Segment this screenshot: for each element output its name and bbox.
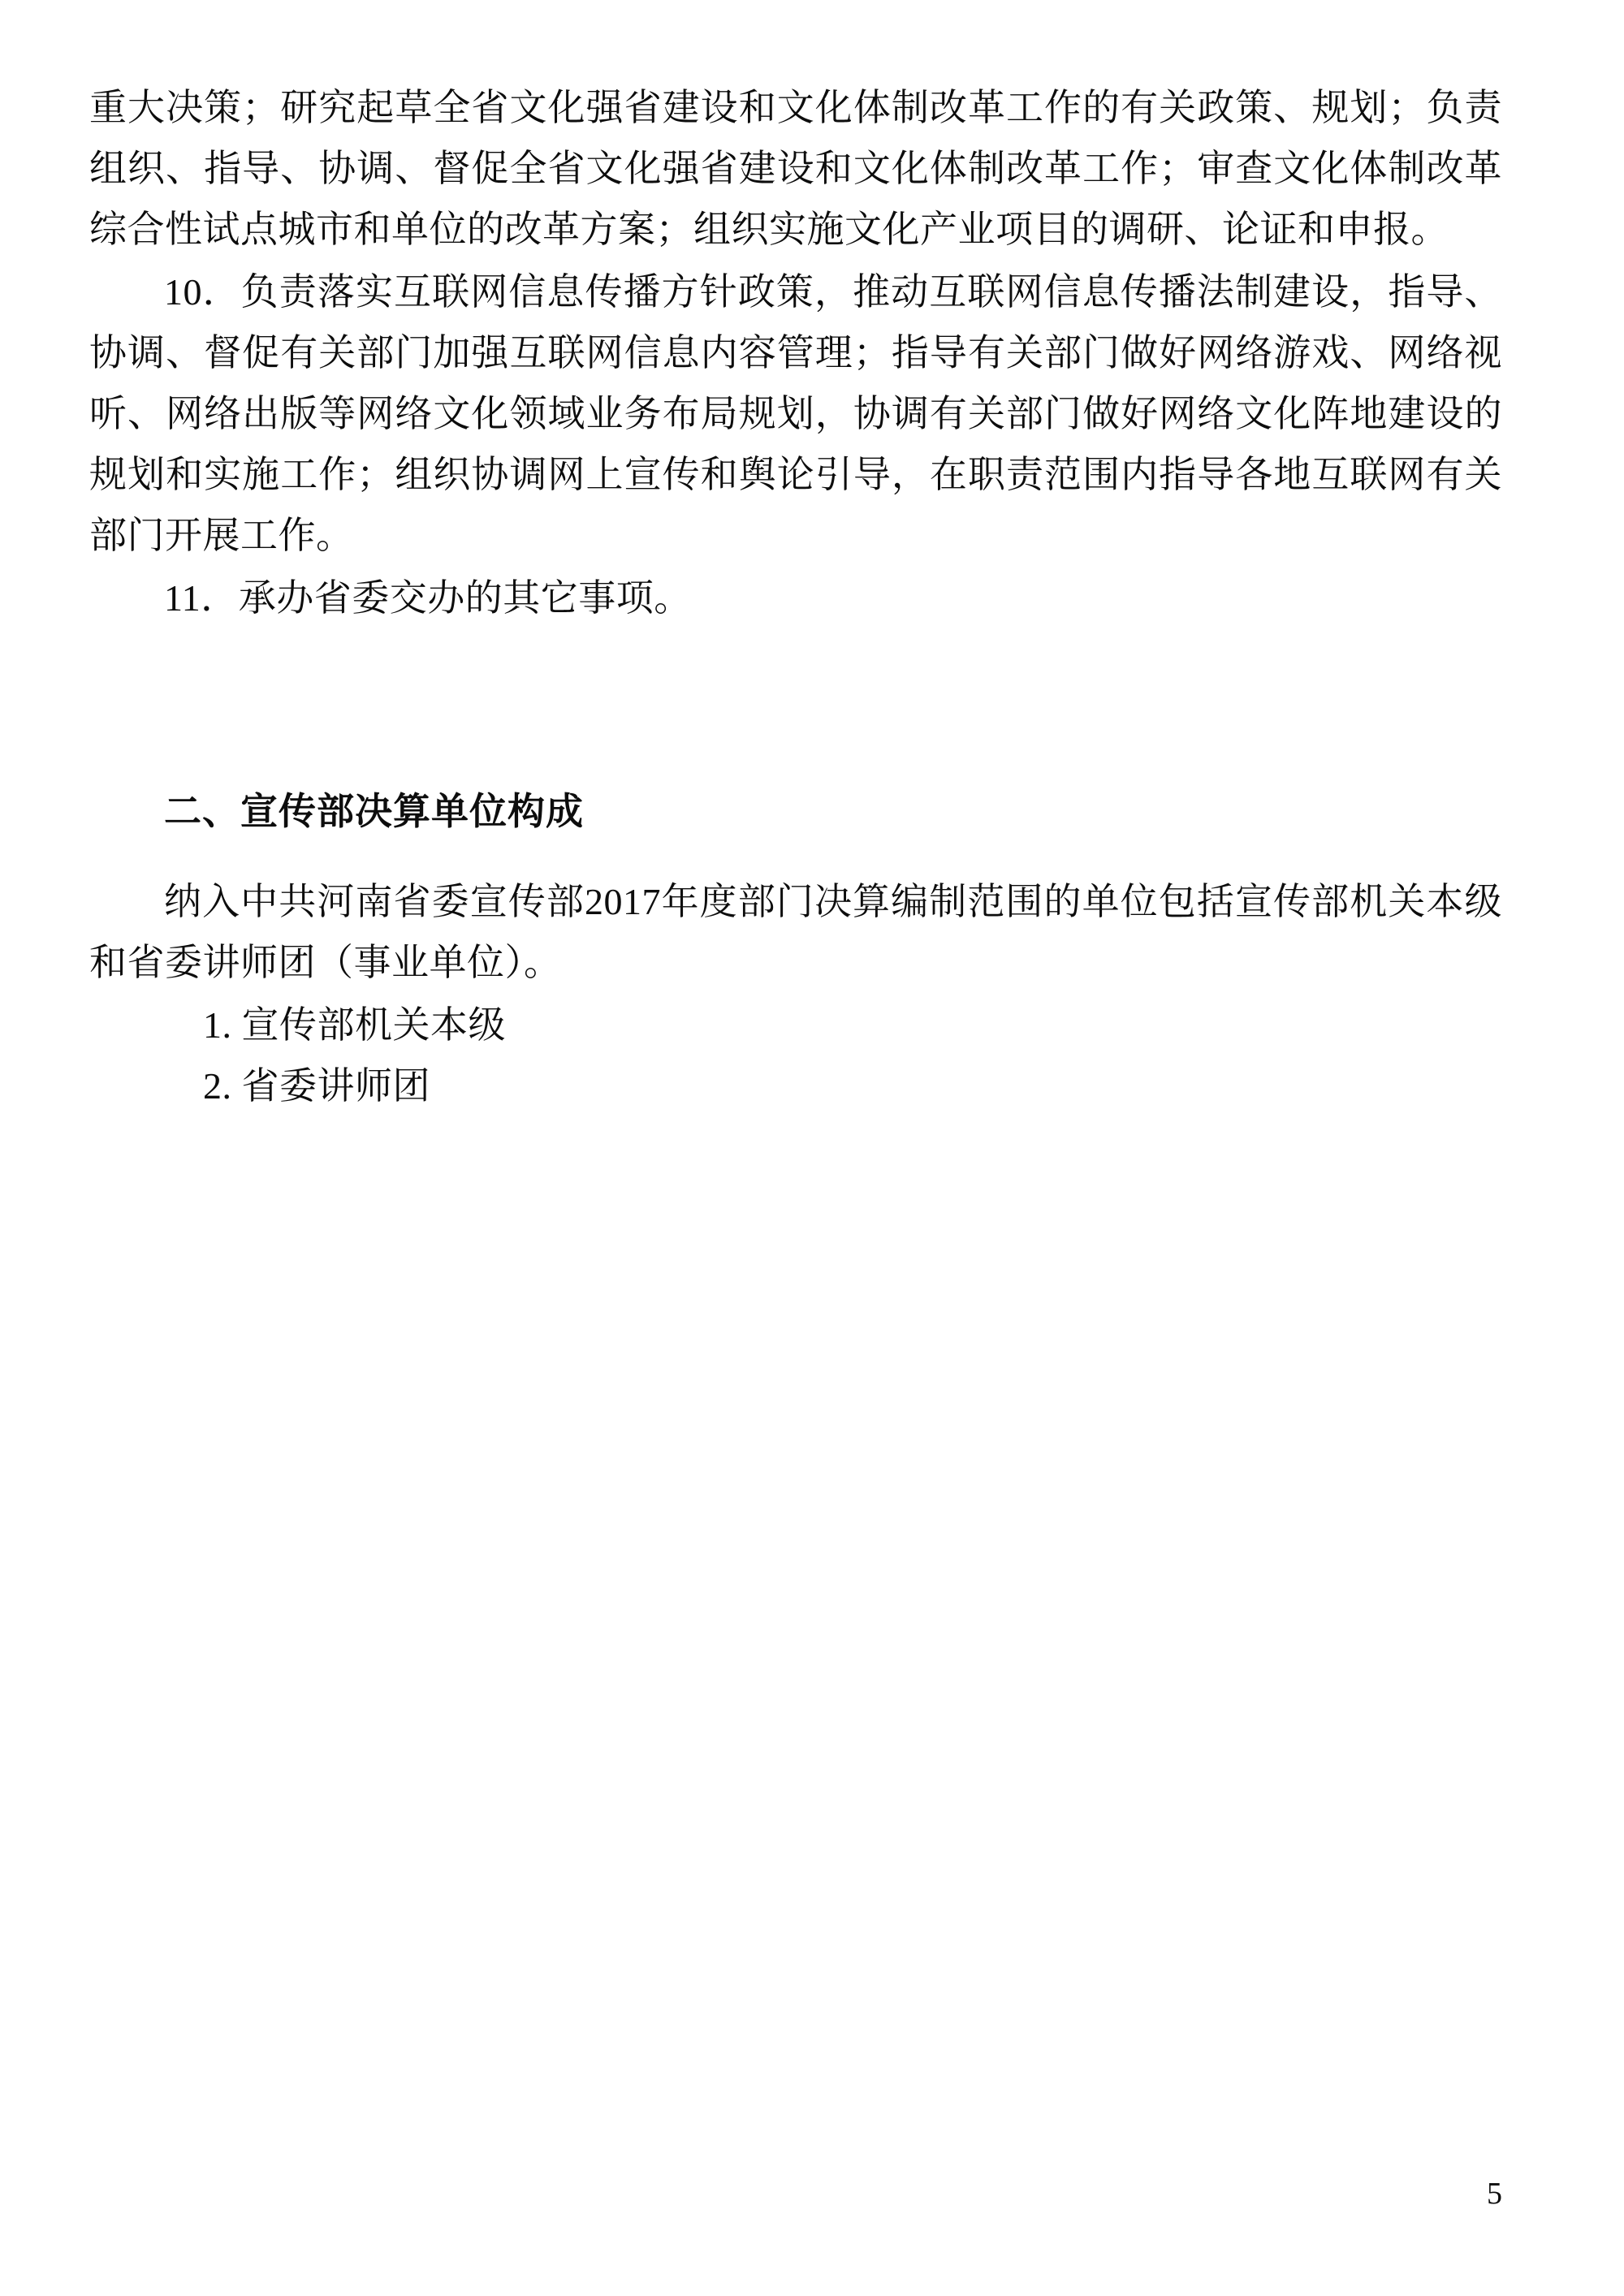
section-spacer bbox=[89, 631, 1502, 782]
heading-gap bbox=[89, 841, 1502, 872]
paragraph-continuation: 重大决策；研究起草全省文化强省建设和文化体制改革工作的有关政策、规划；负责组织、指导、协调、督促全省文化强省建设和文化体制改革工作；审查文化体制改革综合性试点城市和单位的改革方案；组织实施文化产业项目的调研、论证和申报。 bbox=[89, 87, 1502, 250]
list-item-1: 1. 宣传部机关本级 bbox=[203, 1004, 506, 1047]
list-item-2: 2. 省委讲师团 bbox=[203, 1065, 430, 1107]
paragraph-item-10: 10．负责落实互联网信息传播方针政策，推动互联网信息传播法制建设，指导、协调、督促有关部门加强互联网信息内容管理；指导有关部门做好网络游戏、网络视听、网络出版等网络文化领域业务布局规划，协调有关部门做好网络文化阵地建设的规划和实施工作；组织协调网上宣传和舆论引导，在职责范围内指导各地互联网有关部门开展工作。 bbox=[89, 270, 1502, 556]
page-number: 5 bbox=[1487, 2177, 1502, 2211]
section-heading-unit-composition: 二、宣传部决算单位构成 bbox=[164, 789, 584, 832]
paragraph-item-11: 11．承办省委交办的其它事项。 bbox=[164, 576, 692, 619]
section-intro-paragraph: 纳入中共河南省委宣传部2017年度部门决算编制范围的单位包括宣传部机关本级和省委讲师团（事业单位）。 bbox=[89, 881, 1502, 984]
